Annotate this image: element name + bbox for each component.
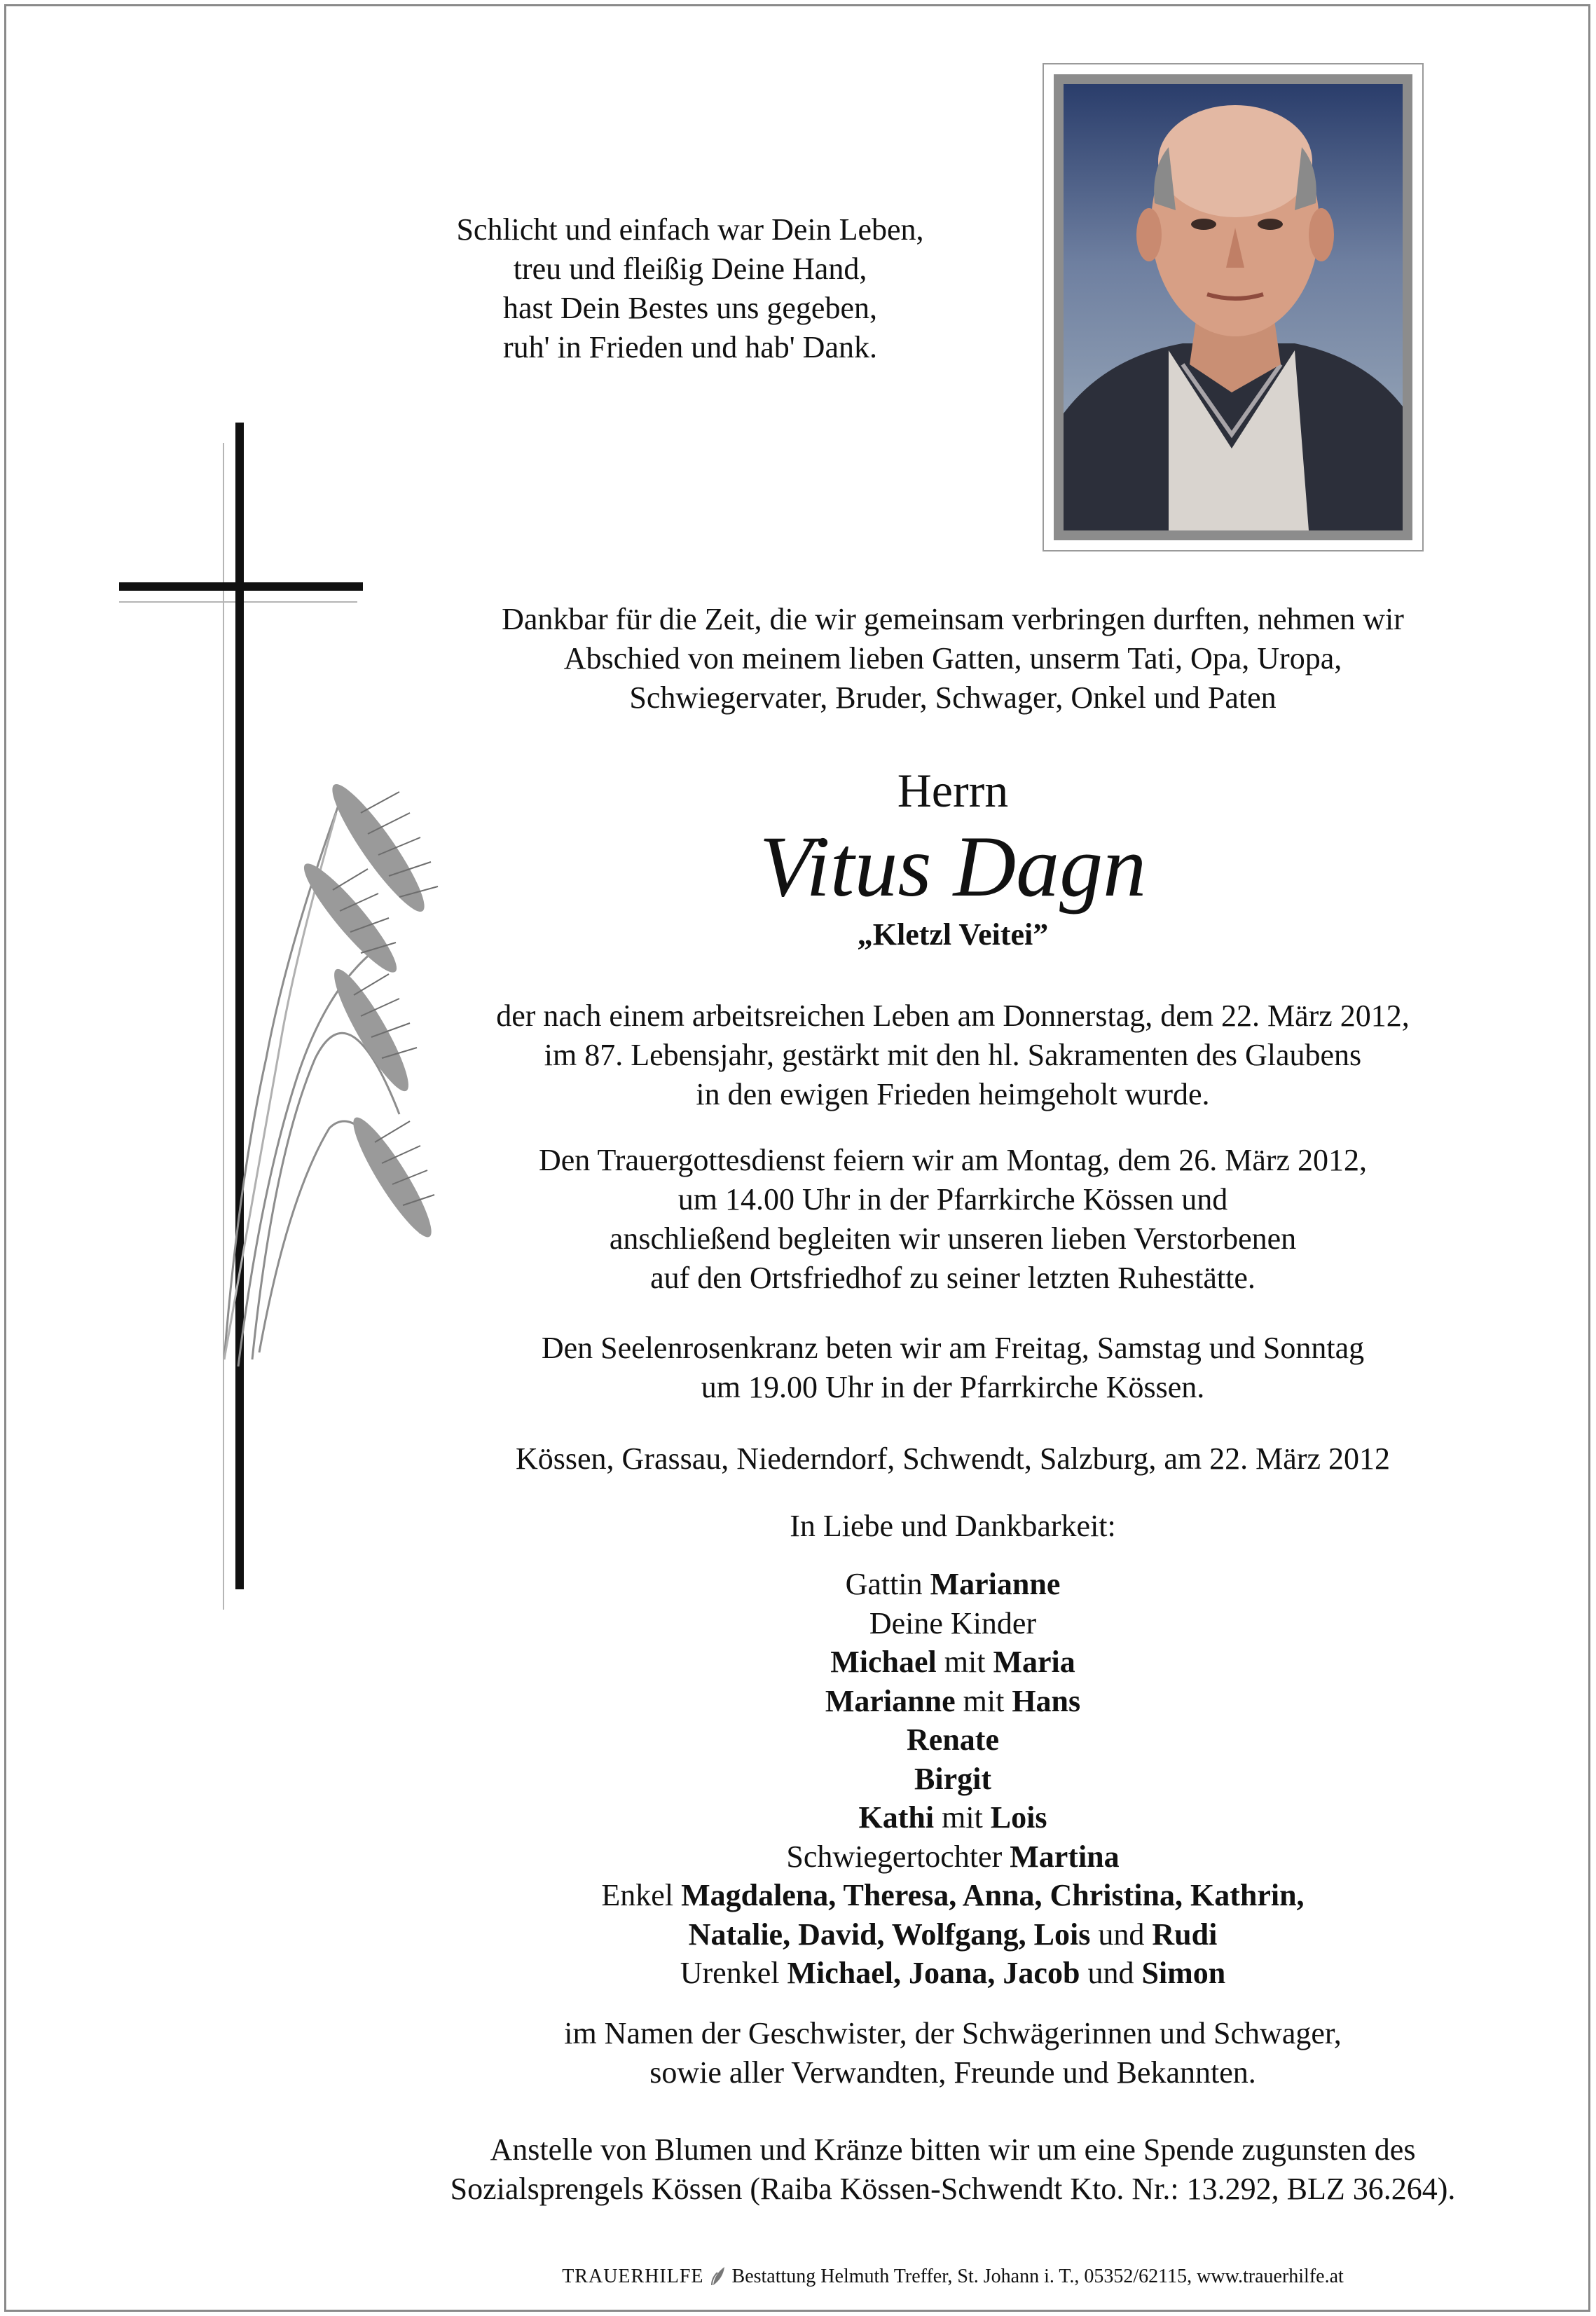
- poem: [322, 210, 1058, 367]
- intro-line: Dankbar für die Zeit, die wir gemeinsam verbringen durften, nehmen wir: [502, 602, 1404, 636]
- intro-text: [378, 600, 1527, 718]
- mourner-line: Natalie, David, Wolfgang, Lois und Rudi: [688, 1917, 1218, 1952]
- poem-line: Schlicht und einfach war Dein Leben,: [456, 212, 924, 247]
- mourner-line: Marianne mit Hans: [825, 1683, 1081, 1718]
- donation-line: Sozialsprengels Kössen (Raiba Kössen-Schwendt Kto. Nr.: 13.292, BLZ 36.264).: [450, 2172, 1456, 2206]
- poem-line: treu und fleißig Deine Hand,: [513, 252, 867, 286]
- death-line: der nach einem arbeitsreichen Leben am Donnerstag, dem 22. März 2012,: [496, 999, 1410, 1033]
- leaf-icon: [709, 2266, 727, 2287]
- mourner-line: Renate: [907, 1722, 999, 1757]
- mourner-line: Birgit: [914, 1761, 991, 1796]
- salutation: Herrn: [897, 764, 1009, 817]
- footer-text: Bestattung Helmuth Treffer, St. Johann i. T., 05352/62115, www.trauerhilfe.at: [731, 2266, 1344, 2287]
- mourner-line: Enkel Magdalena, Theresa, Anna, Christina, Kathrin,: [601, 1878, 1305, 1912]
- donation-line: Anstelle von Blumen und Kränze bitten wir um eine Spende zugunsten des: [490, 2132, 1416, 2167]
- service-line: Den Trauergottesdienst feiern wir am Montag, dem 26. März 2012,: [538, 1143, 1368, 1177]
- nickname: „Kletzl Veitei”: [857, 917, 1049, 952]
- closing-phrase: In Liebe und Dankbarkeit:: [790, 1509, 1116, 1543]
- mourners-list: [378, 1565, 1527, 1993]
- service-line: anschließend begleiten wir unseren lieben Verstorbenen: [609, 1221, 1297, 1256]
- poem-line: ruh' in Frieden und hab' Dank.: [503, 330, 877, 364]
- cross-horizontal-beam: [119, 582, 363, 591]
- portrait-frame: [1043, 63, 1424, 551]
- intro-line: Abschied von meinem lieben Gatten, unserm Tati, Opa, Uropa,: [563, 641, 1342, 676]
- footer-brand: TRAUERHILFE: [562, 2266, 704, 2287]
- rosary-line: Den Seelenrosenkranz beten wir am Freitag, Samstag und Sonntag: [541, 1331, 1365, 1365]
- family-note: [378, 2014, 1527, 2092]
- donation-note: [378, 2130, 1527, 2209]
- mourner-line: Deine Kinder: [869, 1605, 1037, 1640]
- portrait-illustration: [1064, 84, 1403, 530]
- service-line: um 14.00 Uhr in der Pfarrkirche Kössen und: [677, 1182, 1228, 1217]
- intro-line: Schwiegervater, Bruder, Schwager, Onkel und Paten: [629, 680, 1277, 715]
- footer: [378, 2265, 1527, 2289]
- mourner-line: Kathi mit Lois: [858, 1800, 1047, 1835]
- service-line: auf den Ortsfriedhof zu seiner letzten Ruhestätte.: [650, 1261, 1256, 1295]
- mourner-line: Michael mit Maria: [830, 1645, 1075, 1679]
- death-notice: [378, 996, 1527, 1114]
- mourner-line: Urenkel Michael, Joana, Jacob und Simon: [680, 1956, 1226, 1990]
- mourner-line: Schwiegertochter Martina: [786, 1839, 1120, 1874]
- place-date: Kössen, Grassau, Niederndorf, Schwendt, Salzburg, am 22. März 2012: [515, 1441, 1391, 1476]
- deceased-name: Vitus Dagn: [759, 818, 1147, 914]
- rosary-notice: [378, 1329, 1527, 1407]
- service-notice: [378, 1141, 1527, 1298]
- portrait-photo: [1064, 84, 1403, 530]
- death-line: in den ewigen Frieden heimgeholt wurde.: [696, 1077, 1210, 1111]
- death-line: im 87. Lebensjahr, gestärkt mit den hl. Sakramenten des Glaubens: [544, 1038, 1362, 1072]
- family-note-line: im Namen der Geschwister, der Schwägerinnen und Schwager,: [564, 2016, 1342, 2050]
- portrait-mat: [1054, 74, 1412, 540]
- mourner-line: Gattin Marianne: [845, 1567, 1061, 1601]
- rosary-line: um 19.00 Uhr in der Pfarrkirche Kössen.: [701, 1370, 1205, 1404]
- family-note-line: sowie aller Verwandten, Freunde und Bekannten.: [649, 2055, 1256, 2090]
- poem-line: hast Dein Bestes uns gegeben,: [503, 291, 877, 325]
